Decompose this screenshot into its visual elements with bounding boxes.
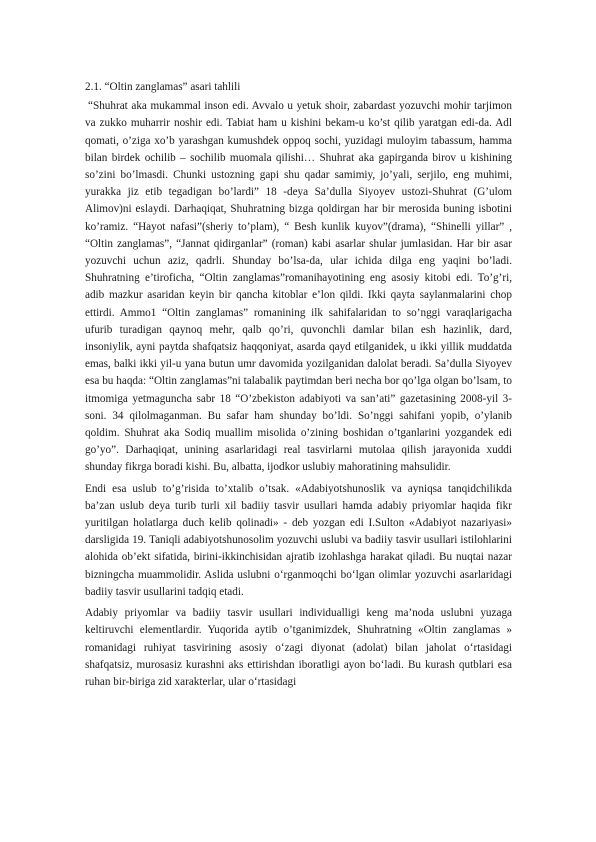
document-page [85, 79, 512, 695]
section-heading: 2.1. “Oltin zanglamas” asari tahlili [85, 81, 241, 93]
paragraph-1: “Shuhrat aka mukammal inson edi. Avvalo u yetuk shoir, zabardast yozuvchi mohir tarjimon va zukko muharrir noshir edi. Tabiat ham u kishini bekam-u ko’st qilib yaratgan edi-da. Adl qomati, o’ziga xo’b yarashgan kumushdek oppoq sochi, yuzidagi muloyim tabassum, hamma bilan birdek ochilib – sochilib muomala qilishi… Shuhrat aka gapirganda birov u kishining so’zini bo’lmasdi. Chunki ustozning gapi shu qadar samimiy, jo’yali, serjilo, eng muhimi, yurakka jiz etib tegadigan bo’lardi” 18 -deya Sa’dulla Siyoyev ustozi-Shuhrat (G’ulom Alimov)ni eslaydi. Darhaqiqat, Shuhratning bizga qoldirgan har bir merosida buning isbotini ko’ramiz. “Hayot nafasi”(sheriy to’plam), “ Besh kunlik kuyov”(drama), “Shinelli yillar” , “Oltin zanglamas”, “Jannat qidirganlar” (roman) kabi asarlar shular jumlasidan. Har bir asar yozuvchi uchun aziz, qadrli. Shunday bo’lsa-da, ular ichida dilga eng yaqini bo’ladi. Shuhratning e’tiroficha, “Oltin zanglamas”romanihayotining eng asosiy kitobi edi. To’g’ri, adib mazkur asaridan keyin bir qancha kitoblar e’lon qildi. Ikki qayta saylanmalarini chop ettirdi. Ammo1 “Oltin zanglamas” romanining ilk sahifalaridan to so’nggi varaqlarigacha ufurib turadigan qaynoq mehr, qalb qo’ri, quvonchli damlar bilan esh hazinlik, dard, insoniylik, ayni paytda shafqatsiz haqqoniyat, asarda qayd etilganidek, u ikki yillik muddatda emas, balki ikki yil-u yana butun umr davomida yozilganidan dalolat beradi. Sa’dulla Siyoyev esa bu haqda: “Oltin zanglamas”ni talabalik paytimdan beri necha bor qo’lga olgan bo’lsam, to itmomiga yetmaguncha sabr 18 “O’zbekiston adabiyoti va san’ati” gazetasining 2008-yil 3-soni. 34 qilolmaganman. Bu safar ham shunday bo’ldi. So’nggi sahifani yopib, o’ylanib qoldim. Shuhrat aka Sodiq muallim misolida o’zining boshidan o’tganlarini yozgandek edi go’yo”. Darhaqiqat, unining asarlaridagi real tasvirlarni mutolaa qilish jarayonida xuddi shunday fikrga boradi kishi. Bu, albatta, ijodkor uslubiy mahoratining mahsulidir. [85, 100, 512, 474]
paragraph-3: Adabiy priyomlar va badiiy tasvir usullari individualligi keng ma’noda uslubni yuzaga keltiruvchi elementlardir. Yuqorida aytib o’tganimizdek, Shuhratning «Oltin zanglamas » romanidagi ruhiyat tasvirining asosiy o‘zagi diyonat (adolat) bilan jaholat o‘rtasidagi shafqatsiz, murosasiz kurashni aks ettirishdan iboratligi ayon bo‘ladi. Bu kurash qutblari esa ruhan bir-biriga zid xarakterlar, ular o‘rtasidagi [85, 607, 512, 688]
paragraph-2: Endi esa uslub to’g’risida to’xtalib o’tsak. «Adabiyotshunoslik va ayniqsa tanqidchilikda ba’zan uslub deya turib turli xil badiiy tasvir usullari hamda adabiy priyomlar haqida fikr yuritilgan holatlarga duch kelib qolinadi» - deb yozgan edi I.Sulton «Adabiyot nazariyasi» darsligida 19. Taniqli adabiyotshunosolim yozuvchi uslubi va badiiy tasvir usullari istilohlarini alohida ob’ekt sifatida, birini-ikkinchisidan ajratib izohlashga harakat qiladi. Bu nuqtai nazar bizningcha muammolidir. Aslida uslubni o‘rganmoqchi bo‘lgan olimlar yozuvchi asarlaridagi badiiy tasvir usullarini tadqiq etadi. [85, 482, 512, 598]
